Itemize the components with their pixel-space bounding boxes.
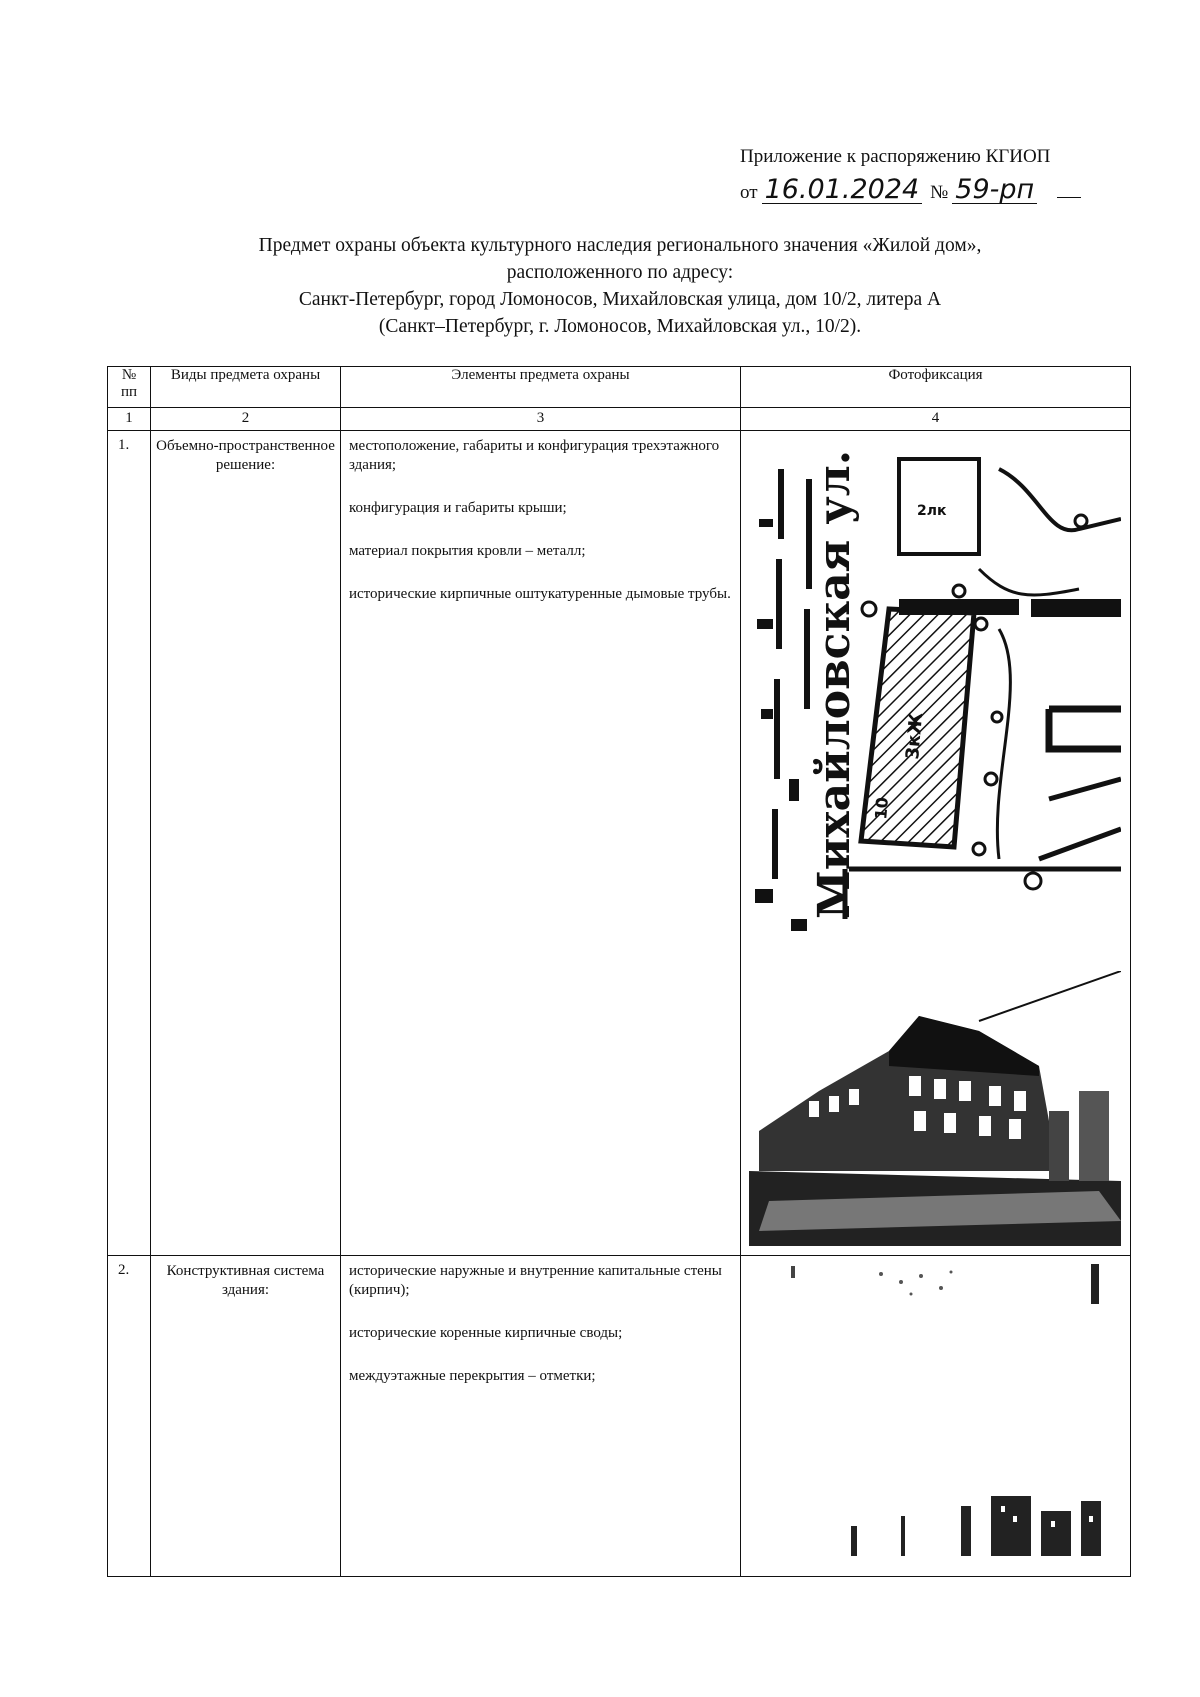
facade-photo [749, 971, 1121, 1246]
col-number: 4 [741, 408, 1131, 431]
title-line-1: Предмет охраны объекта культурного наследия регионального значения «Жилой дом», [258, 235, 982, 256]
site-plan-map [749, 449, 1121, 949]
col-number: 1 [108, 408, 151, 431]
row-kind: Конструктивная система здания: [151, 1256, 341, 1577]
document-title [120, 232, 1120, 340]
title-line-2: расположенного по адресу: [506, 262, 734, 283]
map-label: 10 [871, 796, 893, 821]
element-item: местоположение, габариты и конфигурация трехэтажного здания; [349, 438, 720, 473]
interior-photo-top-drawing [791, 1264, 1121, 1314]
street-label: Михайловская ул. [809, 449, 860, 919]
map-label: 3кЖ [902, 711, 928, 761]
order-reference [740, 176, 1130, 204]
from-label: от [740, 182, 758, 203]
element-item: исторические наружные и внутренние капитальные стены (кирпич); [349, 1263, 722, 1298]
document-header [740, 146, 1130, 204]
element-item: исторические коренные кирпичные своды; [349, 1325, 623, 1341]
interior-photo-bottom-drawing [841, 1486, 1121, 1566]
interior-photo-top [791, 1264, 1121, 1314]
map-label: 2лк [917, 503, 947, 519]
row-elements [341, 1256, 741, 1577]
element-item: исторические кирпичные оштукатуренные дымовые трубы. [349, 586, 731, 602]
element-item: междуэтажные перекрытия – отметки; [349, 1368, 596, 1384]
header-photo: Фотофиксация [741, 367, 1131, 408]
row-elements [341, 431, 741, 1256]
title-line-3: Санкт-Петербург, город Ломоносов, Михайловская улица, дом 10/2, литера А [298, 289, 942, 310]
row-photos [741, 1256, 1131, 1577]
appendix-line: Приложение к распоряжению КГИОП [740, 146, 1051, 167]
header-elements: Элементы предмета охраны [341, 367, 741, 408]
col-number: 3 [341, 408, 741, 431]
col-number: 2 [151, 408, 341, 431]
order-date: 16.01.2024 [762, 176, 923, 204]
protection-table [107, 366, 1131, 1577]
number-label: № [930, 182, 949, 203]
site-plan-drawing [749, 449, 1121, 949]
table-header-row [108, 367, 1131, 408]
table-row [108, 1256, 1131, 1577]
header-num: № пп [108, 367, 151, 408]
trailing-dash [1057, 197, 1081, 198]
title-line-4: (Санкт–Петербург, г. Ломоносов, Михайловская ул., 10/2). [378, 316, 862, 337]
row-number: 2. [108, 1256, 151, 1577]
row-photos [741, 431, 1131, 1256]
element-item: конфигурация и габариты крыши; [349, 500, 567, 516]
column-number-row [108, 408, 1131, 431]
header-kind: Виды предмета охраны [151, 367, 341, 408]
interior-photo-bottom [841, 1486, 1121, 1566]
facade-photo-drawing [749, 971, 1121, 1246]
row-number: 1. [108, 431, 151, 1256]
table-row [108, 431, 1131, 1256]
element-item: материал покрытия кровли – металл; [349, 543, 586, 559]
row-kind: Объемно-пространственное решение: [151, 431, 341, 1256]
order-number: 59-рп [952, 176, 1037, 204]
